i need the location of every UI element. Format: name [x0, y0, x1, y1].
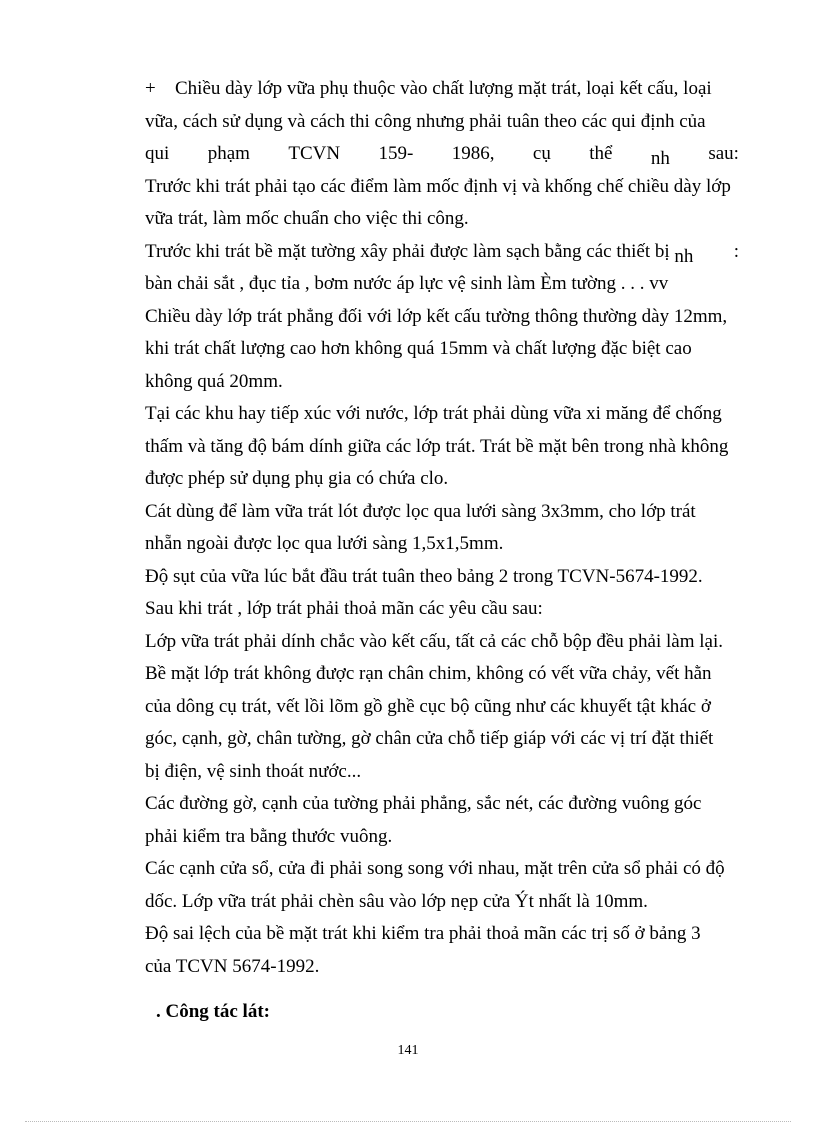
- paragraph-line: Độ sụt của vữa lúc bắt đầu trát tuân theo bảng 2 trong TCVN-5674-1992.: [145, 565, 703, 587]
- paragraph-line: Sau khi trát , lớp trát phải thoả mãn các yêu cầu sau:: [145, 598, 543, 619]
- paragraph-line: [145, 431, 739, 464]
- text-span: Trước khi trát bề mặt tường xây phải được làm sạch bằng các thiết bị: [145, 240, 670, 262]
- paragraph-line: nhẵn ngoài được lọc qua lưới sàng 1,5x1,5mm.: [145, 533, 504, 554]
- text-span: góc, cạnh, gờ, chân tường, gờ chân cửa chỗ tiếp giáp với các vị trí đặt thiết: [145, 728, 714, 749]
- bullet-line-text: [145, 73, 712, 106]
- paragraph-line: [145, 658, 739, 691]
- subscript-fragment: nh: [650, 148, 670, 169]
- colon-mark: :: [733, 240, 739, 262]
- text-span: Tại các khu hay tiếp xúc với nước, lớp trát phải dùng vữa xi măng để chống: [145, 403, 722, 424]
- paragraph-line: được phép sử dụng phụ gia có chứa clo.: [145, 468, 449, 489]
- paragraph-line: [145, 723, 739, 756]
- word: qui: [145, 143, 170, 164]
- paragraph-line: phải kiểm tra bằng thước vuông.: [145, 825, 393, 847]
- word: 159-: [378, 143, 414, 164]
- paragraph-line: [145, 106, 739, 139]
- paragraph-line: [145, 236, 739, 269]
- paragraph-line: bị điện, vệ sinh thoát nước...: [145, 760, 362, 782]
- paragraph-line: [145, 788, 739, 821]
- paragraph-line: [145, 73, 739, 106]
- text-span: khi trát chất lượng cao hơn không quá 15mm và chất lượng đặc biệt cao: [145, 338, 692, 359]
- paragraph-line: Lớp vữa trát phải dính chắc vào kết cấu, tất cả các chỗ bộp đều phải làm lại.: [145, 630, 723, 652]
- text-span: [145, 236, 693, 269]
- body-text: [145, 73, 739, 983]
- text-span: Chiều dày lớp vữa phụ thuộc vào chất lượng mặt trát, loại kết cấu, loại: [175, 78, 712, 99]
- text-span: của dông cụ trát, vết lồi lõm gồ ghề cục bộ cũng như các khuyết tật khác ở: [145, 695, 711, 717]
- plus-bullet: +: [145, 78, 156, 99]
- paragraph-line: [145, 138, 739, 171]
- paragraph-line: [145, 333, 739, 366]
- paragraph-line: [145, 691, 739, 724]
- word: thể: [589, 143, 613, 164]
- paragraph-line: bàn chải sắt , đục tỉa , bơm nước áp lực vệ sinh làm Èm tường . . . vv: [145, 273, 669, 294]
- paragraph-line: [145, 171, 739, 204]
- paragraph-line: [145, 496, 739, 529]
- subscript-fragment: nh: [674, 245, 694, 267]
- text-span: Độ sai lệch của bề mặt trát khi kiểm tra phải thoả mãn các trị số ở bảng 3: [145, 923, 701, 944]
- page-number: 141: [397, 1043, 419, 1058]
- section-heading: . Công tác lát:: [156, 1001, 270, 1022]
- word: 1986,: [451, 143, 495, 164]
- text-span: thấm và tăng độ bám dính giữa các lớp trát. Trát bề mặt bên trong nhà không: [145, 435, 729, 457]
- paragraph-line: [145, 918, 739, 951]
- word: cụ: [532, 143, 551, 164]
- word: phạm: [207, 143, 250, 164]
- paragraph-line: [145, 853, 739, 886]
- paragraph-line: [145, 398, 739, 431]
- text-span: Bề mặt lớp trát không được rạn chân chim, không có vết vữa chảy, vết hằn: [145, 663, 712, 684]
- text-span: Cát dùng để làm vữa trát lót được lọc qua lưới sàng 3x3mm, cho lớp trát: [145, 500, 696, 522]
- paragraph-line: vữa trát, làm mốc chuẩn cho việc thi công.: [145, 208, 469, 229]
- text-span: Chiều dày lớp trát phẳng đối với lớp kết cấu tường thông thường dày 12mm,: [145, 305, 728, 327]
- text-span: Trước khi trát phải tạo các điểm làm mốc định vị và khống chế chiều dày lớp: [145, 175, 731, 197]
- text-span: vữa, cách sử dụng và cách thi công nhưng phải tuân theo các qui định của: [145, 110, 706, 132]
- text-span: Các cạnh cửa sổ, cửa đi phải song song với nhau, mặt trên cửa sổ phải có độ: [145, 858, 725, 879]
- text-span: Các đường gờ, cạnh của tường phải phẳng, sắc nét, các đường vuông góc: [145, 793, 702, 814]
- paragraph-line: không quá 20mm.: [145, 370, 283, 392]
- word: TCVN: [288, 143, 341, 164]
- page-bottom-divider: [25, 1121, 791, 1122]
- word: sau:: [708, 143, 739, 164]
- paragraph-line: [145, 301, 739, 334]
- paragraph-line: của TCVN 5674-1992.: [145, 955, 320, 977]
- paragraph-line: dốc. Lớp vữa trát phải chèn sâu vào lớp nẹp cửa Ýt nhất là 10mm.: [145, 890, 648, 912]
